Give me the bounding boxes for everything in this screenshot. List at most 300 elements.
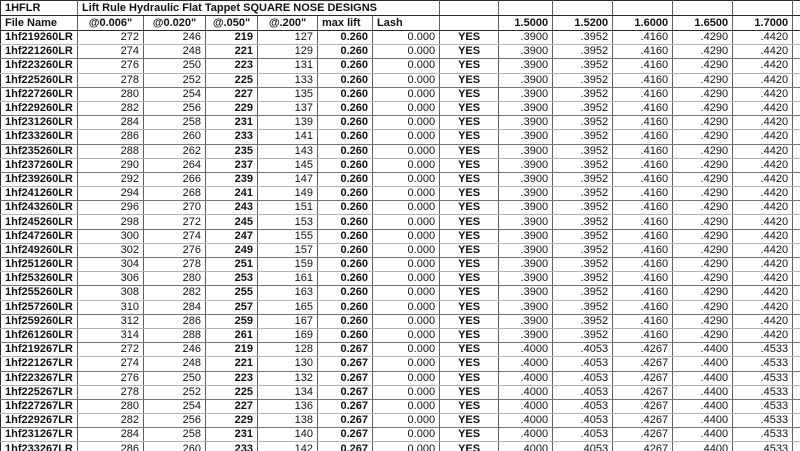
file-name-cell[interactable]: 1hf219260LR — [1, 31, 78, 45]
cell-at-200[interactable]: 127 — [258, 31, 318, 45]
cell-lash[interactable]: 0.000 — [373, 59, 440, 73]
cell-ratio-1-7000[interactable]: .4420 — [733, 73, 793, 87]
file-name-cell[interactable]: 1hf247260LR — [1, 229, 78, 243]
cell-ratio-1-5200[interactable]: .3952 — [553, 328, 613, 342]
cell-at-0006[interactable]: 296 — [78, 201, 144, 215]
cell-at-0020[interactable]: 288 — [144, 328, 206, 342]
sheet-code-cell[interactable]: 1HFLR — [1, 1, 78, 16]
cell-ratio-1-7000[interactable]: .4533 — [733, 371, 793, 385]
cell-max-lift[interactable]: 0.260 — [318, 116, 373, 130]
cell-at-200[interactable]: 143 — [258, 144, 318, 158]
cell-ratio-1-5200[interactable]: .3952 — [553, 201, 613, 215]
cell-ratio-1-5000[interactable]: .4000 — [499, 385, 553, 399]
cell-at-0006[interactable]: 276 — [78, 59, 144, 73]
cell-max-lift[interactable]: 0.260 — [318, 130, 373, 144]
cell-at-200[interactable]: 132 — [258, 371, 318, 385]
cell-blank[interactable]: YES — [440, 328, 499, 342]
column-header-at-0020[interactable]: @0.020" — [144, 16, 206, 31]
cell-ratio-1-6000[interactable]: .4160 — [613, 172, 673, 186]
cell-at-0020[interactable]: 284 — [144, 300, 206, 314]
cell-ratio-1-5000[interactable]: .3900 — [499, 158, 553, 172]
cell-ratio-1-7000[interactable]: .4420 — [733, 45, 793, 59]
cell-at-050[interactable]: 259 — [206, 314, 258, 328]
cell-ratio-1-6500[interactable]: .4290 — [673, 229, 733, 243]
cell-at-200[interactable]: 130 — [258, 357, 318, 371]
empty-cell[interactable] — [793, 172, 800, 186]
cell-ratio-1-7000[interactable]: .4420 — [733, 31, 793, 45]
column-header-ratio-1-7000[interactable]: 1.7000 — [733, 16, 793, 31]
cell-ratio-1-6000[interactable]: .4160 — [613, 31, 673, 45]
cell-ratio-1-6000[interactable]: .4160 — [613, 314, 673, 328]
cell-at-0006[interactable]: 308 — [78, 286, 144, 300]
column-header-ratio-1-5000[interactable]: 1.5000 — [499, 16, 553, 31]
cell-lash[interactable]: 0.000 — [373, 371, 440, 385]
cell-lash[interactable]: 0.000 — [373, 343, 440, 357]
cell-at-0006[interactable]: 290 — [78, 158, 144, 172]
cell-at-050[interactable]: 223 — [206, 371, 258, 385]
cell-ratio-1-5200[interactable]: .3952 — [553, 300, 613, 314]
cell-lash[interactable]: 0.000 — [373, 158, 440, 172]
file-name-cell[interactable]: 1hf223267LR — [1, 371, 78, 385]
empty-cell[interactable] — [793, 286, 800, 300]
cell-at-050[interactable]: 253 — [206, 272, 258, 286]
cell-ratio-1-6000[interactable]: .4267 — [613, 399, 673, 413]
column-header-at-0006[interactable]: @0.006" — [78, 16, 144, 31]
cell-blank[interactable]: YES — [440, 215, 499, 229]
cell-ratio-1-5200[interactable]: .3952 — [553, 215, 613, 229]
cell-ratio-1-6000[interactable]: .4160 — [613, 116, 673, 130]
cell-max-lift[interactable]: 0.260 — [318, 258, 373, 272]
cell-max-lift[interactable]: 0.260 — [318, 286, 373, 300]
cell-at-200[interactable]: 138 — [258, 414, 318, 428]
cell-max-lift[interactable]: 0.267 — [318, 343, 373, 357]
cell-ratio-1-5000[interactable]: .3900 — [499, 258, 553, 272]
cell-at-200[interactable]: 135 — [258, 87, 318, 101]
cell-at-050[interactable]: 233 — [206, 130, 258, 144]
cell-at-050[interactable]: 249 — [206, 243, 258, 257]
cell-at-0020[interactable]: 250 — [144, 371, 206, 385]
file-name-cell[interactable]: 1hf257260LR — [1, 300, 78, 314]
empty-cell[interactable] — [793, 73, 800, 87]
empty-cell[interactable] — [793, 300, 800, 314]
cell-at-200[interactable]: 151 — [258, 201, 318, 215]
cell-ratio-1-6000[interactable]: .4160 — [613, 243, 673, 257]
empty-cell[interactable] — [793, 442, 800, 451]
cell-ratio-1-5200[interactable]: .3952 — [553, 258, 613, 272]
empty-cell[interactable] — [793, 130, 800, 144]
cell-lash[interactable]: 0.000 — [373, 172, 440, 186]
cell-max-lift[interactable]: 0.260 — [318, 201, 373, 215]
cell-max-lift[interactable]: 0.260 — [318, 272, 373, 286]
cell-lash[interactable]: 0.000 — [373, 45, 440, 59]
cell-at-0006[interactable]: 306 — [78, 272, 144, 286]
cell-ratio-1-6000[interactable]: .4160 — [613, 130, 673, 144]
cell-ratio-1-6000[interactable]: .4160 — [613, 73, 673, 87]
cell-at-050[interactable]: 221 — [206, 45, 258, 59]
cell-at-0006[interactable]: 304 — [78, 258, 144, 272]
cell-at-0006[interactable]: 278 — [78, 73, 144, 87]
cell-at-0006[interactable]: 310 — [78, 300, 144, 314]
cell-ratio-1-6500[interactable]: .4290 — [673, 286, 733, 300]
cell-at-200[interactable]: 133 — [258, 73, 318, 87]
cell-lash[interactable]: 0.000 — [373, 385, 440, 399]
cell-at-050[interactable]: 231 — [206, 428, 258, 442]
cell-at-0006[interactable]: 292 — [78, 172, 144, 186]
cell-at-050[interactable]: 237 — [206, 158, 258, 172]
cell-blank[interactable]: YES — [440, 357, 499, 371]
file-name-cell[interactable]: 1hf231260LR — [1, 116, 78, 130]
cell-ratio-1-7000[interactable]: .4420 — [733, 243, 793, 257]
cell-ratio-1-6500[interactable]: .4290 — [673, 73, 733, 87]
cell-ratio-1-6000[interactable]: .4160 — [613, 59, 673, 73]
cell-ratio-1-7000[interactable]: .4420 — [733, 158, 793, 172]
cell-lash[interactable]: 0.000 — [373, 243, 440, 257]
cell-at-0020[interactable]: 262 — [144, 144, 206, 158]
cell-blank[interactable]: YES — [440, 229, 499, 243]
file-name-cell[interactable]: 1hf259260LR — [1, 314, 78, 328]
cell-ratio-1-6000[interactable]: .4267 — [613, 357, 673, 371]
cell-ratio-1-5000[interactable]: .4000 — [499, 343, 553, 357]
cell-ratio-1-6500[interactable]: .4290 — [673, 158, 733, 172]
cell-at-0006[interactable]: 280 — [78, 399, 144, 413]
cell-lash[interactable]: 0.000 — [373, 314, 440, 328]
cell-ratio-1-5200[interactable]: .3952 — [553, 144, 613, 158]
empty-cell[interactable] — [793, 243, 800, 257]
file-name-cell[interactable]: 1hf219267LR — [1, 343, 78, 357]
empty-cell[interactable] — [793, 399, 800, 413]
cell-max-lift[interactable]: 0.260 — [318, 158, 373, 172]
file-name-cell[interactable]: 1hf253260LR — [1, 272, 78, 286]
cell-at-200[interactable]: 141 — [258, 130, 318, 144]
cell-at-0006[interactable]: 312 — [78, 314, 144, 328]
empty-cell[interactable] — [499, 1, 553, 16]
cell-ratio-1-6500[interactable]: .4290 — [673, 45, 733, 59]
cell-at-0020[interactable]: 246 — [144, 343, 206, 357]
cell-at-0006[interactable]: 300 — [78, 229, 144, 243]
cell-ratio-1-5000[interactable]: .3900 — [499, 272, 553, 286]
cell-at-200[interactable]: 129 — [258, 45, 318, 59]
cell-at-0006[interactable]: 302 — [78, 243, 144, 257]
cell-ratio-1-6000[interactable]: .4160 — [613, 286, 673, 300]
cell-lash[interactable]: 0.000 — [373, 201, 440, 215]
cell-at-0020[interactable]: 274 — [144, 229, 206, 243]
cell-at-0020[interactable]: 266 — [144, 172, 206, 186]
empty-cell[interactable] — [793, 414, 800, 428]
empty-cell[interactable] — [793, 87, 800, 101]
cell-at-200[interactable]: 149 — [258, 187, 318, 201]
cell-blank[interactable]: YES — [440, 300, 499, 314]
cell-max-lift[interactable]: 0.260 — [318, 87, 373, 101]
cell-ratio-1-5200[interactable]: .3952 — [553, 286, 613, 300]
cell-at-0020[interactable]: 258 — [144, 428, 206, 442]
cell-ratio-1-5000[interactable]: .4000 — [499, 399, 553, 413]
cell-at-0020[interactable]: 250 — [144, 59, 206, 73]
empty-cell[interactable] — [673, 1, 733, 16]
cell-at-200[interactable]: 159 — [258, 258, 318, 272]
cell-ratio-1-6000[interactable]: .4160 — [613, 272, 673, 286]
cell-ratio-1-5000[interactable]: .4000 — [499, 428, 553, 442]
cell-ratio-1-6000[interactable]: .4160 — [613, 87, 673, 101]
cell-ratio-1-7000[interactable]: .4533 — [733, 343, 793, 357]
empty-cell[interactable] — [793, 229, 800, 243]
cell-at-050[interactable]: 223 — [206, 59, 258, 73]
cell-blank[interactable]: YES — [440, 31, 499, 45]
empty-cell[interactable] — [793, 215, 800, 229]
cell-at-0020[interactable]: 260 — [144, 130, 206, 144]
cell-ratio-1-5200[interactable]: .3952 — [553, 116, 613, 130]
cell-ratio-1-6500[interactable]: .4290 — [673, 59, 733, 73]
file-name-cell[interactable]: 1hf227267LR — [1, 399, 78, 413]
cell-ratio-1-5200[interactable]: .3952 — [553, 187, 613, 201]
empty-cell[interactable] — [793, 314, 800, 328]
cell-at-050[interactable]: 221 — [206, 357, 258, 371]
cell-ratio-1-5000[interactable]: .3900 — [499, 31, 553, 45]
cell-ratio-1-5000[interactable]: .3900 — [499, 45, 553, 59]
empty-cell[interactable] — [793, 357, 800, 371]
cell-ratio-1-5200[interactable]: .3952 — [553, 272, 613, 286]
cell-at-0006[interactable]: 314 — [78, 328, 144, 342]
cell-at-0020[interactable]: 254 — [144, 87, 206, 101]
cell-blank[interactable]: YES — [440, 101, 499, 115]
column-header-max-lift[interactable]: max lift — [318, 16, 373, 31]
cell-ratio-1-6500[interactable]: .4290 — [673, 314, 733, 328]
cell-ratio-1-5200[interactable]: .3952 — [553, 45, 613, 59]
cell-ratio-1-7000[interactable]: .4533 — [733, 399, 793, 413]
cell-ratio-1-6500[interactable]: .4290 — [673, 116, 733, 130]
cell-at-200[interactable]: 155 — [258, 229, 318, 243]
cell-ratio-1-6000[interactable]: .4160 — [613, 45, 673, 59]
file-name-cell[interactable]: 1hf237260LR — [1, 158, 78, 172]
cell-ratio-1-5000[interactable]: .3900 — [499, 130, 553, 144]
column-header-ratio-1-6500[interactable]: 1.6500 — [673, 16, 733, 31]
cell-at-0006[interactable]: 282 — [78, 414, 144, 428]
empty-cell[interactable] — [733, 1, 793, 16]
cell-blank[interactable]: YES — [440, 343, 499, 357]
cell-max-lift[interactable]: 0.267 — [318, 399, 373, 413]
cell-at-0020[interactable]: 252 — [144, 385, 206, 399]
cell-ratio-1-5000[interactable]: .4000 — [499, 371, 553, 385]
cell-blank[interactable]: YES — [440, 201, 499, 215]
cell-blank[interactable]: YES — [440, 414, 499, 428]
cell-ratio-1-6000[interactable]: .4160 — [613, 258, 673, 272]
cell-ratio-1-6000[interactable]: .4160 — [613, 215, 673, 229]
cell-blank[interactable]: YES — [440, 385, 499, 399]
cell-ratio-1-5000[interactable]: .3900 — [499, 314, 553, 328]
cell-ratio-1-5000[interactable]: .3900 — [499, 215, 553, 229]
cell-at-0020[interactable]: 260 — [144, 442, 206, 451]
empty-cell[interactable] — [793, 385, 800, 399]
cell-ratio-1-6500[interactable]: .4400 — [673, 442, 733, 451]
cell-ratio-1-7000[interactable]: .4420 — [733, 300, 793, 314]
cell-blank[interactable]: YES — [440, 158, 499, 172]
cell-at-0006[interactable]: 298 — [78, 215, 144, 229]
cell-ratio-1-5200[interactable]: .4053 — [553, 385, 613, 399]
cell-at-0006[interactable]: 274 — [78, 45, 144, 59]
cell-at-200[interactable]: 165 — [258, 300, 318, 314]
cell-lash[interactable]: 0.000 — [373, 357, 440, 371]
cell-lash[interactable]: 0.000 — [373, 31, 440, 45]
empty-cell[interactable] — [793, 258, 800, 272]
cell-at-200[interactable]: 131 — [258, 59, 318, 73]
cell-lash[interactable]: 0.000 — [373, 130, 440, 144]
file-name-cell[interactable]: 1hf241260LR — [1, 187, 78, 201]
empty-cell[interactable] — [793, 31, 800, 45]
file-name-cell[interactable]: 1hf239260LR — [1, 172, 78, 186]
cell-lash[interactable]: 0.000 — [373, 215, 440, 229]
cell-at-200[interactable]: 157 — [258, 243, 318, 257]
cell-ratio-1-5000[interactable]: .3900 — [499, 144, 553, 158]
cell-ratio-1-6500[interactable]: .4290 — [673, 215, 733, 229]
empty-cell[interactable] — [793, 45, 800, 59]
cell-lash[interactable]: 0.000 — [373, 414, 440, 428]
cell-blank[interactable]: YES — [440, 286, 499, 300]
cell-blank[interactable]: YES — [440, 116, 499, 130]
cell-ratio-1-5000[interactable]: .3900 — [499, 300, 553, 314]
empty-cell[interactable] — [793, 187, 800, 201]
cell-ratio-1-7000[interactable]: .4420 — [733, 328, 793, 342]
cell-ratio-1-5200[interactable]: .3952 — [553, 31, 613, 45]
cell-at-050[interactable]: 235 — [206, 144, 258, 158]
cell-ratio-1-7000[interactable]: .4420 — [733, 116, 793, 130]
cell-at-0020[interactable]: 268 — [144, 187, 206, 201]
cell-blank[interactable]: YES — [440, 144, 499, 158]
empty-cell[interactable] — [793, 328, 800, 342]
cell-at-050[interactable]: 243 — [206, 201, 258, 215]
cell-at-200[interactable]: 167 — [258, 314, 318, 328]
cell-blank[interactable]: YES — [440, 399, 499, 413]
cell-at-050[interactable]: 231 — [206, 116, 258, 130]
file-name-cell[interactable]: 1hf229267LR — [1, 414, 78, 428]
cell-ratio-1-6000[interactable]: .4160 — [613, 144, 673, 158]
cell-lash[interactable]: 0.000 — [373, 286, 440, 300]
cell-max-lift[interactable]: 0.260 — [318, 172, 373, 186]
cell-at-0020[interactable]: 248 — [144, 45, 206, 59]
cell-max-lift[interactable]: 0.260 — [318, 144, 373, 158]
cell-blank[interactable]: YES — [440, 371, 499, 385]
cell-ratio-1-5200[interactable]: .3952 — [553, 314, 613, 328]
cell-at-200[interactable]: 136 — [258, 399, 318, 413]
cell-max-lift[interactable]: 0.267 — [318, 428, 373, 442]
cell-ratio-1-6500[interactable]: .4290 — [673, 87, 733, 101]
cell-ratio-1-5200[interactable]: .3952 — [553, 101, 613, 115]
cell-at-0006[interactable]: 278 — [78, 385, 144, 399]
cell-at-050[interactable]: 239 — [206, 172, 258, 186]
column-header-file-name[interactable]: File Name — [1, 16, 78, 31]
cell-max-lift[interactable]: 0.260 — [318, 314, 373, 328]
cell-at-0020[interactable]: 246 — [144, 31, 206, 45]
cell-ratio-1-7000[interactable]: .4533 — [733, 357, 793, 371]
empty-cell[interactable] — [793, 1, 800, 16]
cell-at-0006[interactable]: 288 — [78, 144, 144, 158]
cell-lash[interactable]: 0.000 — [373, 442, 440, 451]
empty-cell[interactable] — [793, 59, 800, 73]
cell-ratio-1-7000[interactable]: .4420 — [733, 215, 793, 229]
cell-at-050[interactable]: 241 — [206, 187, 258, 201]
cell-at-200[interactable]: 128 — [258, 343, 318, 357]
cell-ratio-1-6500[interactable]: .4400 — [673, 428, 733, 442]
cell-max-lift[interactable]: 0.260 — [318, 243, 373, 257]
cell-ratio-1-5200[interactable]: .4053 — [553, 371, 613, 385]
cell-max-lift[interactable]: 0.260 — [318, 187, 373, 201]
cell-ratio-1-5200[interactable]: .3952 — [553, 130, 613, 144]
cell-at-0020[interactable]: 264 — [144, 158, 206, 172]
cell-ratio-1-6500[interactable]: .4290 — [673, 201, 733, 215]
cell-ratio-1-6000[interactable]: .4267 — [613, 428, 673, 442]
cell-at-0020[interactable]: 254 — [144, 399, 206, 413]
cell-lash[interactable]: 0.000 — [373, 328, 440, 342]
cell-at-050[interactable]: 219 — [206, 31, 258, 45]
cell-ratio-1-5000[interactable]: .3900 — [499, 172, 553, 186]
cell-ratio-1-7000[interactable]: .4420 — [733, 314, 793, 328]
cell-at-050[interactable]: 225 — [206, 73, 258, 87]
cell-lash[interactable]: 0.000 — [373, 229, 440, 243]
cell-blank[interactable]: YES — [440, 442, 499, 451]
cell-ratio-1-6000[interactable]: .4267 — [613, 414, 673, 428]
cell-at-200[interactable]: 153 — [258, 215, 318, 229]
empty-cell[interactable] — [793, 428, 800, 442]
cell-lash[interactable]: 0.000 — [373, 101, 440, 115]
cell-max-lift[interactable]: 0.260 — [318, 73, 373, 87]
cell-at-0020[interactable]: 256 — [144, 101, 206, 115]
cell-ratio-1-5000[interactable]: .3900 — [499, 187, 553, 201]
cell-max-lift[interactable]: 0.260 — [318, 328, 373, 342]
cell-ratio-1-6500[interactable]: .4290 — [673, 243, 733, 257]
file-name-cell[interactable]: 1hf225260LR — [1, 73, 78, 87]
file-name-cell[interactable]: 1hf251260LR — [1, 258, 78, 272]
cell-ratio-1-6500[interactable]: .4290 — [673, 187, 733, 201]
cell-ratio-1-7000[interactable]: .4420 — [733, 87, 793, 101]
cell-ratio-1-5200[interactable]: .3952 — [553, 229, 613, 243]
cell-at-0020[interactable]: 286 — [144, 314, 206, 328]
empty-cell[interactable] — [793, 343, 800, 357]
cell-ratio-1-5200[interactable]: .3952 — [553, 87, 613, 101]
cell-max-lift[interactable]: 0.267 — [318, 385, 373, 399]
cell-ratio-1-5000[interactable]: .3900 — [499, 229, 553, 243]
cell-ratio-1-6000[interactable]: .4160 — [613, 187, 673, 201]
cell-lash[interactable]: 0.000 — [373, 300, 440, 314]
cell-ratio-1-7000[interactable]: .4533 — [733, 385, 793, 399]
cell-ratio-1-5200[interactable]: .3952 — [553, 172, 613, 186]
cell-ratio-1-5200[interactable]: .4053 — [553, 414, 613, 428]
cell-lash[interactable]: 0.000 — [373, 87, 440, 101]
cell-ratio-1-7000[interactable]: .4420 — [733, 172, 793, 186]
cell-at-200[interactable]: 139 — [258, 116, 318, 130]
cell-ratio-1-5000[interactable]: .3900 — [499, 87, 553, 101]
cell-max-lift[interactable]: 0.260 — [318, 59, 373, 73]
cell-at-050[interactable]: 227 — [206, 87, 258, 101]
cell-at-0006[interactable]: 272 — [78, 343, 144, 357]
cell-ratio-1-6000[interactable]: .4267 — [613, 343, 673, 357]
cell-at-200[interactable]: 161 — [258, 272, 318, 286]
cell-at-0006[interactable]: 274 — [78, 357, 144, 371]
file-name-cell[interactable]: 1hf233260LR — [1, 130, 78, 144]
cell-at-050[interactable]: 229 — [206, 414, 258, 428]
cell-ratio-1-5000[interactable]: .4000 — [499, 442, 553, 451]
cell-blank[interactable]: YES — [440, 59, 499, 73]
file-name-cell[interactable]: 1hf231267LR — [1, 428, 78, 442]
cell-lash[interactable]: 0.000 — [373, 73, 440, 87]
cell-ratio-1-5200[interactable]: .4053 — [553, 357, 613, 371]
cell-ratio-1-7000[interactable]: .4533 — [733, 414, 793, 428]
cell-ratio-1-7000[interactable]: .4533 — [733, 428, 793, 442]
cell-ratio-1-6500[interactable]: .4290 — [673, 272, 733, 286]
cell-at-200[interactable]: 163 — [258, 286, 318, 300]
cell-lash[interactable]: 0.000 — [373, 144, 440, 158]
cell-at-050[interactable]: 261 — [206, 328, 258, 342]
cell-ratio-1-7000[interactable]: .4420 — [733, 130, 793, 144]
cell-at-050[interactable]: 247 — [206, 229, 258, 243]
cell-at-050[interactable]: 225 — [206, 385, 258, 399]
